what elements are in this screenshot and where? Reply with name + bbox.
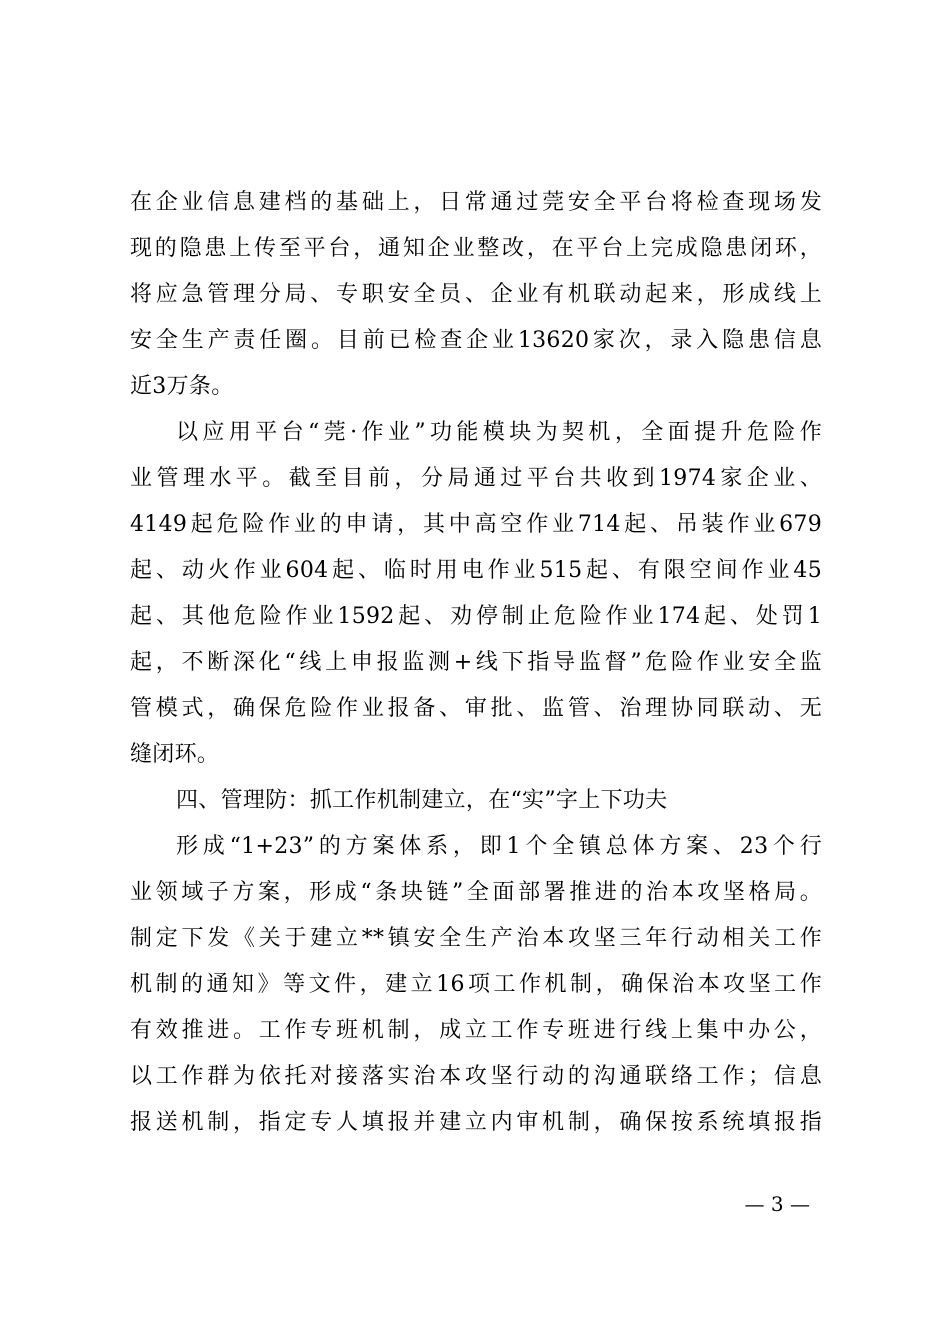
paragraph-3-line-6: 以工作群为依托对接落实治本攻坚行动的沟通联络工作；信息 [130, 1064, 822, 1089]
section-heading-text: 抓工作机制建立，在“实”字上下功夫 [309, 788, 668, 813]
paragraph-3-line-7: 报送机制，指定专人填报并建立内审机制，确保按系统填报指 [130, 1110, 822, 1135]
paragraph-3-line-2: 业领域子方案，形成“条块链”全面部署推进的治本攻坚格局。 [130, 880, 822, 905]
paragraph-2-line-1: 以应用平台“莞·作业”功能模块为契机，全面提升危险作 [176, 420, 822, 445]
paragraph-2-line-6: 起，不断深化“线上申报监测+线下指导监督”危险作业安全监 [130, 650, 822, 675]
paragraph-2-line-3: 4149起危险作业的申请，其中高空作业714起、吊装作业679 [130, 512, 822, 537]
paragraph-2-line-2: 业管理水平。截至目前，分局通过平台共收到1974家企业、 [130, 466, 822, 491]
body-text [130, 180, 822, 1146]
paragraph-3-line-1: 形成“1+23”的方案体系，即1个全镇总体方案、23个行 [176, 834, 822, 859]
paragraph-1-line-3: 将应急管理分局、专职安全员、企业有机联动起来，形成线上 [130, 282, 822, 307]
paragraph-1-line-4: 安全生产责任圈。目前已检查企业13620家次，录入隐患信息 [130, 328, 822, 353]
paragraph-3-line-4: 机制的通知》等文件，建立16项工作机制，确保治本攻坚工作 [130, 972, 822, 997]
paragraph-1-line-2: 现的隐患上传至平台，通知企业整改，在平台上完成隐患闭环， [130, 236, 822, 261]
section-heading-label: 四、管理防： [176, 788, 310, 813]
page-number: — 3 — [744, 1192, 810, 1216]
paragraph-1-line-1: 在企业信息建档的基础上，日常通过莞安全平台将检查现场发 [130, 190, 822, 215]
paragraph-1-line-5: 近3万条。 [130, 374, 234, 399]
paragraph-3-line-3: 制定下发《关于建立**镇安全生产治本攻坚三年行动相关工作 [130, 926, 822, 951]
paragraph-2-line-7: 管模式，确保危险作业报备、审批、监管、治理协同联动、无 [130, 696, 822, 721]
paragraph-2-line-8: 缝闭环。 [130, 742, 220, 767]
paragraph-2-line-4: 起、动火作业604起、临时用电作业515起、有限空间作业45 [130, 558, 822, 583]
paragraph-2-line-5: 起、其他危险作业1592起、劝停制止危险作业174起、处罚1 [130, 604, 822, 629]
section-heading [130, 778, 822, 824]
paragraph-3-line-5: 有效推进。工作专班机制，成立工作专班进行线上集中办公， [130, 1018, 822, 1043]
